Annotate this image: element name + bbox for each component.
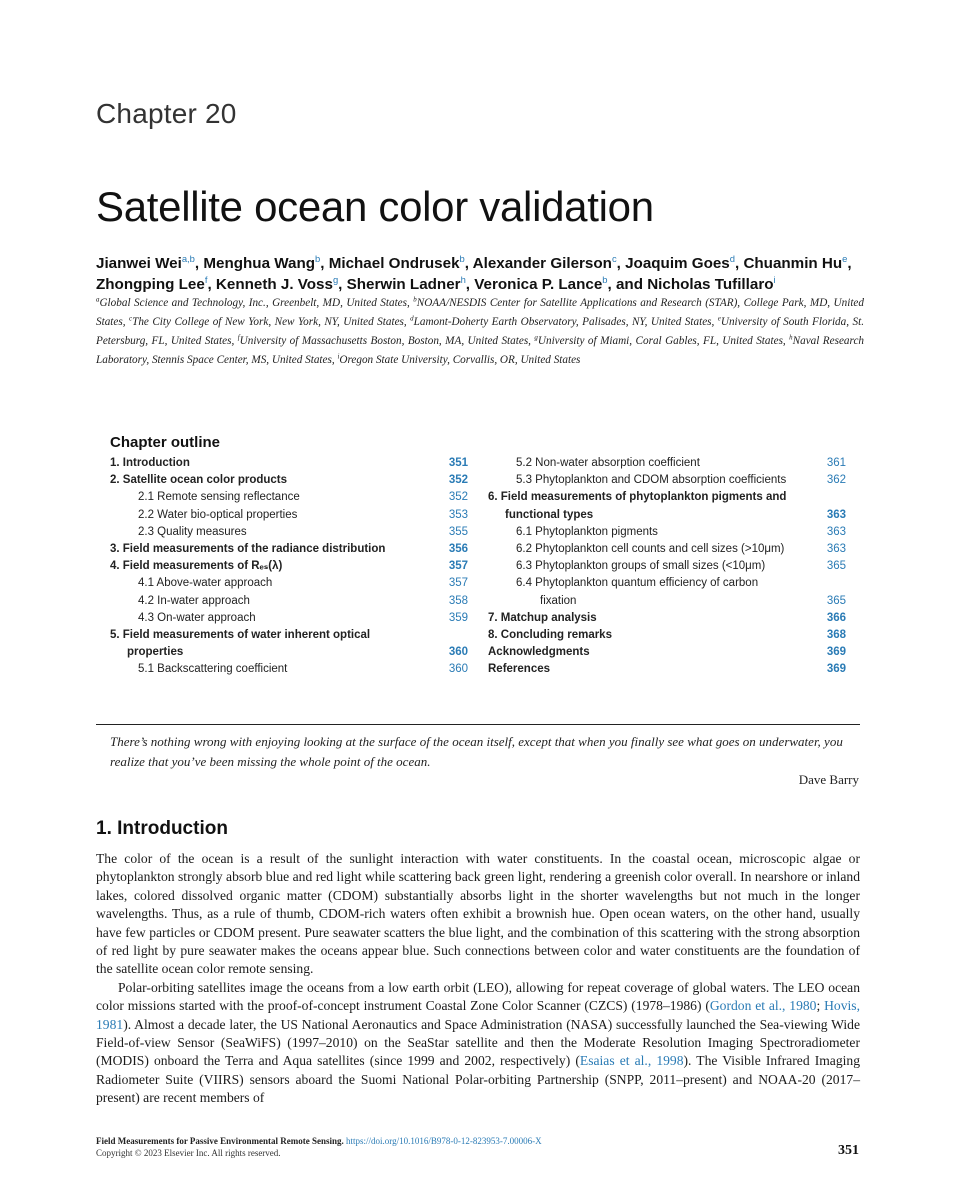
- author-separator: , and: [607, 276, 648, 293]
- outline-entry[interactable]: [110, 541, 468, 558]
- outline-entry-title: 8. Concluding remarks: [488, 629, 612, 642]
- outline-entry[interactable]: [110, 593, 468, 610]
- author-affiliation-mark[interactable]: b: [602, 273, 608, 285]
- outline-entry-title: 4.2 In-water approach: [138, 594, 250, 607]
- outline-entry[interactable]: [110, 489, 468, 506]
- outline-entry-page[interactable]: 355: [448, 525, 468, 538]
- author-affiliation-mark[interactable]: e: [842, 252, 848, 264]
- outline-entry-page[interactable]: 351: [448, 457, 468, 469]
- outline-entry-title: functional types: [505, 508, 594, 521]
- outline-entry[interactable]: [110, 627, 468, 644]
- outline-entry[interactable]: [488, 541, 846, 558]
- outline-entry-page[interactable]: 365: [826, 560, 846, 573]
- epigraph-quote: There’s nothing wrong with enjoying looking at the surface of the ocean itself, except that when you finally see what goes on underwater, you realize that you’ve been missing the whole point of the ocean.: [110, 734, 843, 769]
- outline-entry[interactable]: [488, 593, 846, 610]
- outline-entry-page[interactable]: 369: [826, 663, 846, 676]
- outline-entry-title: 2. Satellite ocean color products: [110, 474, 288, 487]
- outline-entry-title: 5.3 Phytoplankton and CDOM absorption coefficients: [516, 474, 787, 487]
- author-name: Alexander Gilerson: [472, 255, 612, 272]
- author-name: Chuanmin Hu: [743, 255, 843, 272]
- author-separator: ,: [194, 255, 204, 272]
- outline-entry-page[interactable]: 363: [826, 525, 846, 538]
- footer-copyright: Copyright © 2023 Elsevier Inc. All rights reserved.: [96, 1148, 281, 1158]
- affiliation-key: f: [237, 333, 240, 342]
- citation-link[interactable]: Gordon et al., 1980: [709, 998, 817, 1014]
- section-heading: 1. Introduction: [96, 818, 228, 839]
- outline-entry-title: 6.2 Phytoplankton cell counts and cell sizes (>10μm): [516, 543, 785, 556]
- author-name: Michael Ondrusek: [328, 255, 460, 272]
- outline-entry-page[interactable]: 357: [448, 560, 468, 573]
- author-affiliation-mark[interactable]: f: [204, 273, 208, 285]
- outline-entry-page[interactable]: 360: [448, 663, 468, 676]
- affiliation-key: h: [789, 333, 793, 342]
- doi-link[interactable]: https://doi.org/10.1016/B978-0-12-823953-7.00006-X: [345, 1136, 542, 1146]
- affiliation-key: a: [96, 295, 100, 304]
- outline-entry-page[interactable]: 366: [826, 611, 846, 624]
- affiliation-text: University of Massachusetts Boston, Boston, MA, United States,: [239, 335, 535, 347]
- outline-entry[interactable]: [488, 558, 846, 575]
- outline-entry-page[interactable]: 369: [826, 646, 846, 659]
- outline-entry[interactable]: [110, 455, 468, 472]
- paragraph-text: ;: [816, 998, 825, 1014]
- affiliation-key: d: [410, 314, 414, 323]
- affiliation-key: i: [337, 352, 340, 361]
- outline-entry-title: 4.1 Above-water approach: [138, 577, 273, 590]
- outline-entry-title: 4. Field measurements of Rₑₛ(λ): [110, 560, 283, 573]
- author-affiliation-mark[interactable]: b: [315, 252, 321, 264]
- author-name: Nicholas Tufillaro: [647, 276, 774, 293]
- outline-entry[interactable]: [488, 489, 846, 506]
- paragraph-text: Polar-orbiting satellites image the oceans from a low earth orbit (LEO), allowing for repeat coverage of global waters. The LEO ocean color missions started with the proof-of-concept instrument Coastal Zone Color Scanner (CZCS) (1978–1986) (: [96, 979, 860, 1014]
- outline-entry[interactable]: [110, 558, 468, 575]
- outline-entry[interactable]: [488, 644, 846, 661]
- author-affiliation-mark[interactable]: b: [459, 252, 465, 264]
- footer-source: [96, 1136, 542, 1146]
- affiliation-text: Lamont-Doherty Earth Observatory, Palisades, NY, United States,: [413, 316, 718, 328]
- outline-entry-page[interactable]: 352: [448, 491, 468, 504]
- affiliation-text: The City College of New York, New York, NY, United States,: [132, 316, 411, 328]
- author-affiliation-mark[interactable]: d: [729, 252, 735, 264]
- outline-entry-title: properties: [127, 646, 184, 659]
- author-name: Kenneth J. Voss: [215, 276, 333, 293]
- outline-entry-title: 6. Field measurements of phytoplankton pigments and: [488, 491, 787, 504]
- outline-entry-title: 2.1 Remote sensing reflectance: [138, 491, 300, 504]
- author-separator: ,: [847, 255, 852, 272]
- outline-entry-page[interactable]: 359: [448, 611, 468, 624]
- author-name: Veronica P. Lance: [474, 276, 603, 293]
- outline-entry-page[interactable]: 368: [826, 629, 846, 642]
- outline-entry-page[interactable]: 358: [448, 594, 468, 607]
- author-affiliation-mark[interactable]: g: [332, 273, 339, 285]
- author-affiliation-mark[interactable]: h: [460, 273, 466, 285]
- affiliation-key: b: [413, 295, 417, 304]
- affiliation-text: Global Science and Technology, Inc., Greenbelt, MD, United States,: [99, 297, 414, 309]
- affiliation-text: Oregon State University, Corvallis, OR, United States: [339, 354, 581, 366]
- author-affiliation-mark[interactable]: a,b: [181, 252, 195, 264]
- outline-title: Chapter outline: [110, 434, 221, 451]
- outline-entry-page[interactable]: 361: [826, 457, 846, 469]
- author-name: Joaquim Goes: [625, 255, 730, 272]
- outline-entry-title: fixation: [540, 594, 577, 607]
- outline-entry[interactable]: [488, 575, 846, 592]
- outline-entry-page[interactable]: 356: [448, 543, 468, 556]
- epigraph-divider: [96, 724, 860, 725]
- outline-entry[interactable]: [110, 472, 468, 489]
- author-separator: ,: [465, 276, 475, 293]
- outline-entry-page[interactable]: 363: [826, 508, 846, 521]
- affiliation-text: University of Miami, Coral Gables, FL, United States,: [537, 335, 790, 347]
- outline-entry-title: 6.1 Phytoplankton pigments: [516, 525, 658, 538]
- author-name: Zhongping Lee: [96, 276, 205, 293]
- paragraph-text: ). The Visible Infrared Imaging Radiometer Suite (VIIRS) sensors aboard the Suomi National Polar-orbiting Partnership (SNPP, 2011–present) and NOAA-20 (2017–present) are recent members of: [96, 1053, 861, 1106]
- outline-entry-title: 7. Matchup analysis: [488, 611, 597, 624]
- affiliations: [96, 294, 864, 370]
- author-affiliation-mark[interactable]: i: [773, 273, 776, 285]
- outline-entry-title: 6.3 Phytoplankton groups of small sizes (<10μm): [516, 560, 766, 573]
- affiliation-text: NOAA/NESDIS Center for Satellite Applications and Research (STAR), College Park, MD, United States,: [96, 297, 864, 328]
- author-separator: ,: [464, 255, 473, 272]
- outline-entry[interactable]: [488, 661, 846, 678]
- outline-entry-title: 6.4 Phytoplankton quantum efficiency of carbon: [516, 577, 759, 590]
- outline-entry[interactable]: [110, 575, 468, 592]
- author-separator: ,: [734, 255, 744, 272]
- outline-entry[interactable]: [110, 610, 468, 627]
- outline-entry[interactable]: [488, 610, 846, 627]
- affiliation-key: e: [717, 314, 721, 323]
- chapter-label: Chapter 20: [96, 98, 237, 129]
- outline-entry-title: 3. Field measurements of the radiance distribution: [110, 543, 386, 556]
- outline-column-right: [488, 455, 846, 679]
- outline-entry-title: 5.2 Non-water absorption coefficient: [516, 457, 700, 469]
- affiliation-key: c: [129, 314, 133, 323]
- outline-entry[interactable]: [488, 524, 846, 541]
- source-title: Field Measurements for Passive Environmental Remote Sensing.: [96, 1136, 344, 1146]
- author-separator: ,: [338, 276, 347, 293]
- paragraph: [96, 979, 860, 1108]
- body-text: [96, 850, 860, 1108]
- author-name: Sherwin Ladner: [346, 276, 461, 293]
- author-name: Jianwei Wei: [96, 255, 182, 272]
- affiliation-text: Naval Research Laboratory, Stennis Space Center, MS, United States,: [96, 335, 865, 366]
- paragraph-text: ). Almost a decade later, the US National Aeronautics and Space Administration (NASA) successfully launched the Sea-viewing Wide Field-of-view Sensor (SeaWiFS) (1997–2010) on the SeaStar satellite and then the Moderate Resolution Imaging Spectroradiometer (MODIS) onboard the Terra and Aqua satellites (since 1999 and 2002, respectively) (: [96, 1016, 860, 1069]
- paragraph-text: The color of the ocean is a result of the sunlight interaction with water constituents. In the coastal ocean, microscopic algae or phytoplankton strongly absorb blue and red light while scattering back green light, rendering a greenish color overall. In nearshore or inland lakes, colored dissolved organic matter (CDOM) substantially absorbs light in the shorter wavelengths but not much in the longer wavelengths. Thus, as a rule of thumb, CDOM-rich waters often exhibit a brownish hue. Open ocean waters, on the other hand, usually have few particles or CDOM present. Pure seawater scatters the blue light, and the combination of this scattering with the strong absorption of red light by pure seawater makes the oceans appear blue. Such connections between color and water constituents are the foundation of the satellite ocean color remote sensing.: [96, 851, 860, 977]
- outline-entry-title: 5.1 Backscattering coefficient: [138, 663, 288, 676]
- outline-entry-page[interactable]: 362: [826, 474, 846, 487]
- outline-entry-title: Acknowledgments: [488, 646, 590, 659]
- outline-entry[interactable]: [110, 524, 468, 541]
- outline-entry-title: 1. Introduction: [110, 457, 190, 469]
- author-name: Menghua Wang: [203, 255, 316, 272]
- author-separator: ,: [320, 255, 329, 272]
- affiliation-key: g: [534, 333, 538, 342]
- outline-entry[interactable]: [488, 627, 846, 644]
- outline-entry[interactable]: [110, 507, 468, 524]
- outline-entry-page[interactable]: 357: [448, 577, 468, 590]
- outline-entry-title: 2.3 Quality measures: [138, 525, 247, 538]
- outline-entry-page[interactable]: 360: [448, 646, 468, 659]
- page-number: 351: [838, 1143, 859, 1158]
- author-separator: ,: [207, 276, 216, 293]
- outline-entry-title: 2.2 Water bio-optical properties: [138, 508, 298, 521]
- outline-entry-page[interactable]: 353: [448, 508, 468, 521]
- chapter-title: Satellite ocean color validation: [96, 183, 654, 230]
- author-affiliation-mark[interactable]: c: [611, 252, 617, 264]
- author-separator: ,: [616, 255, 626, 272]
- outline-entry-page[interactable]: 365: [826, 594, 846, 607]
- paragraph: [96, 850, 860, 979]
- outline-entry[interactable]: [488, 455, 846, 472]
- citation-link[interactable]: Hovis, 1981: [96, 998, 860, 1032]
- outline-entry[interactable]: [488, 507, 846, 524]
- outline-entry[interactable]: [488, 472, 846, 489]
- outline-entry-title: 5. Field measurements of water inherent optical: [110, 629, 371, 642]
- outline-entry-page[interactable]: 363: [826, 543, 846, 556]
- affiliation-text: University of South Florida, St. Petersburg, FL, United States,: [96, 316, 865, 347]
- outline-entry-page[interactable]: 352: [448, 474, 468, 487]
- citation-link[interactable]: Esaias et al., 1998: [579, 1053, 684, 1069]
- outline-entry-title: 4.3 On-water approach: [138, 611, 256, 624]
- epigraph-author: Dave Barry: [798, 772, 859, 787]
- outline-entry-title: References: [488, 663, 551, 676]
- outline-column-left: [110, 455, 468, 679]
- outline-entry[interactable]: [110, 644, 468, 661]
- author-list: [96, 253, 866, 295]
- outline-entry[interactable]: [110, 661, 468, 678]
